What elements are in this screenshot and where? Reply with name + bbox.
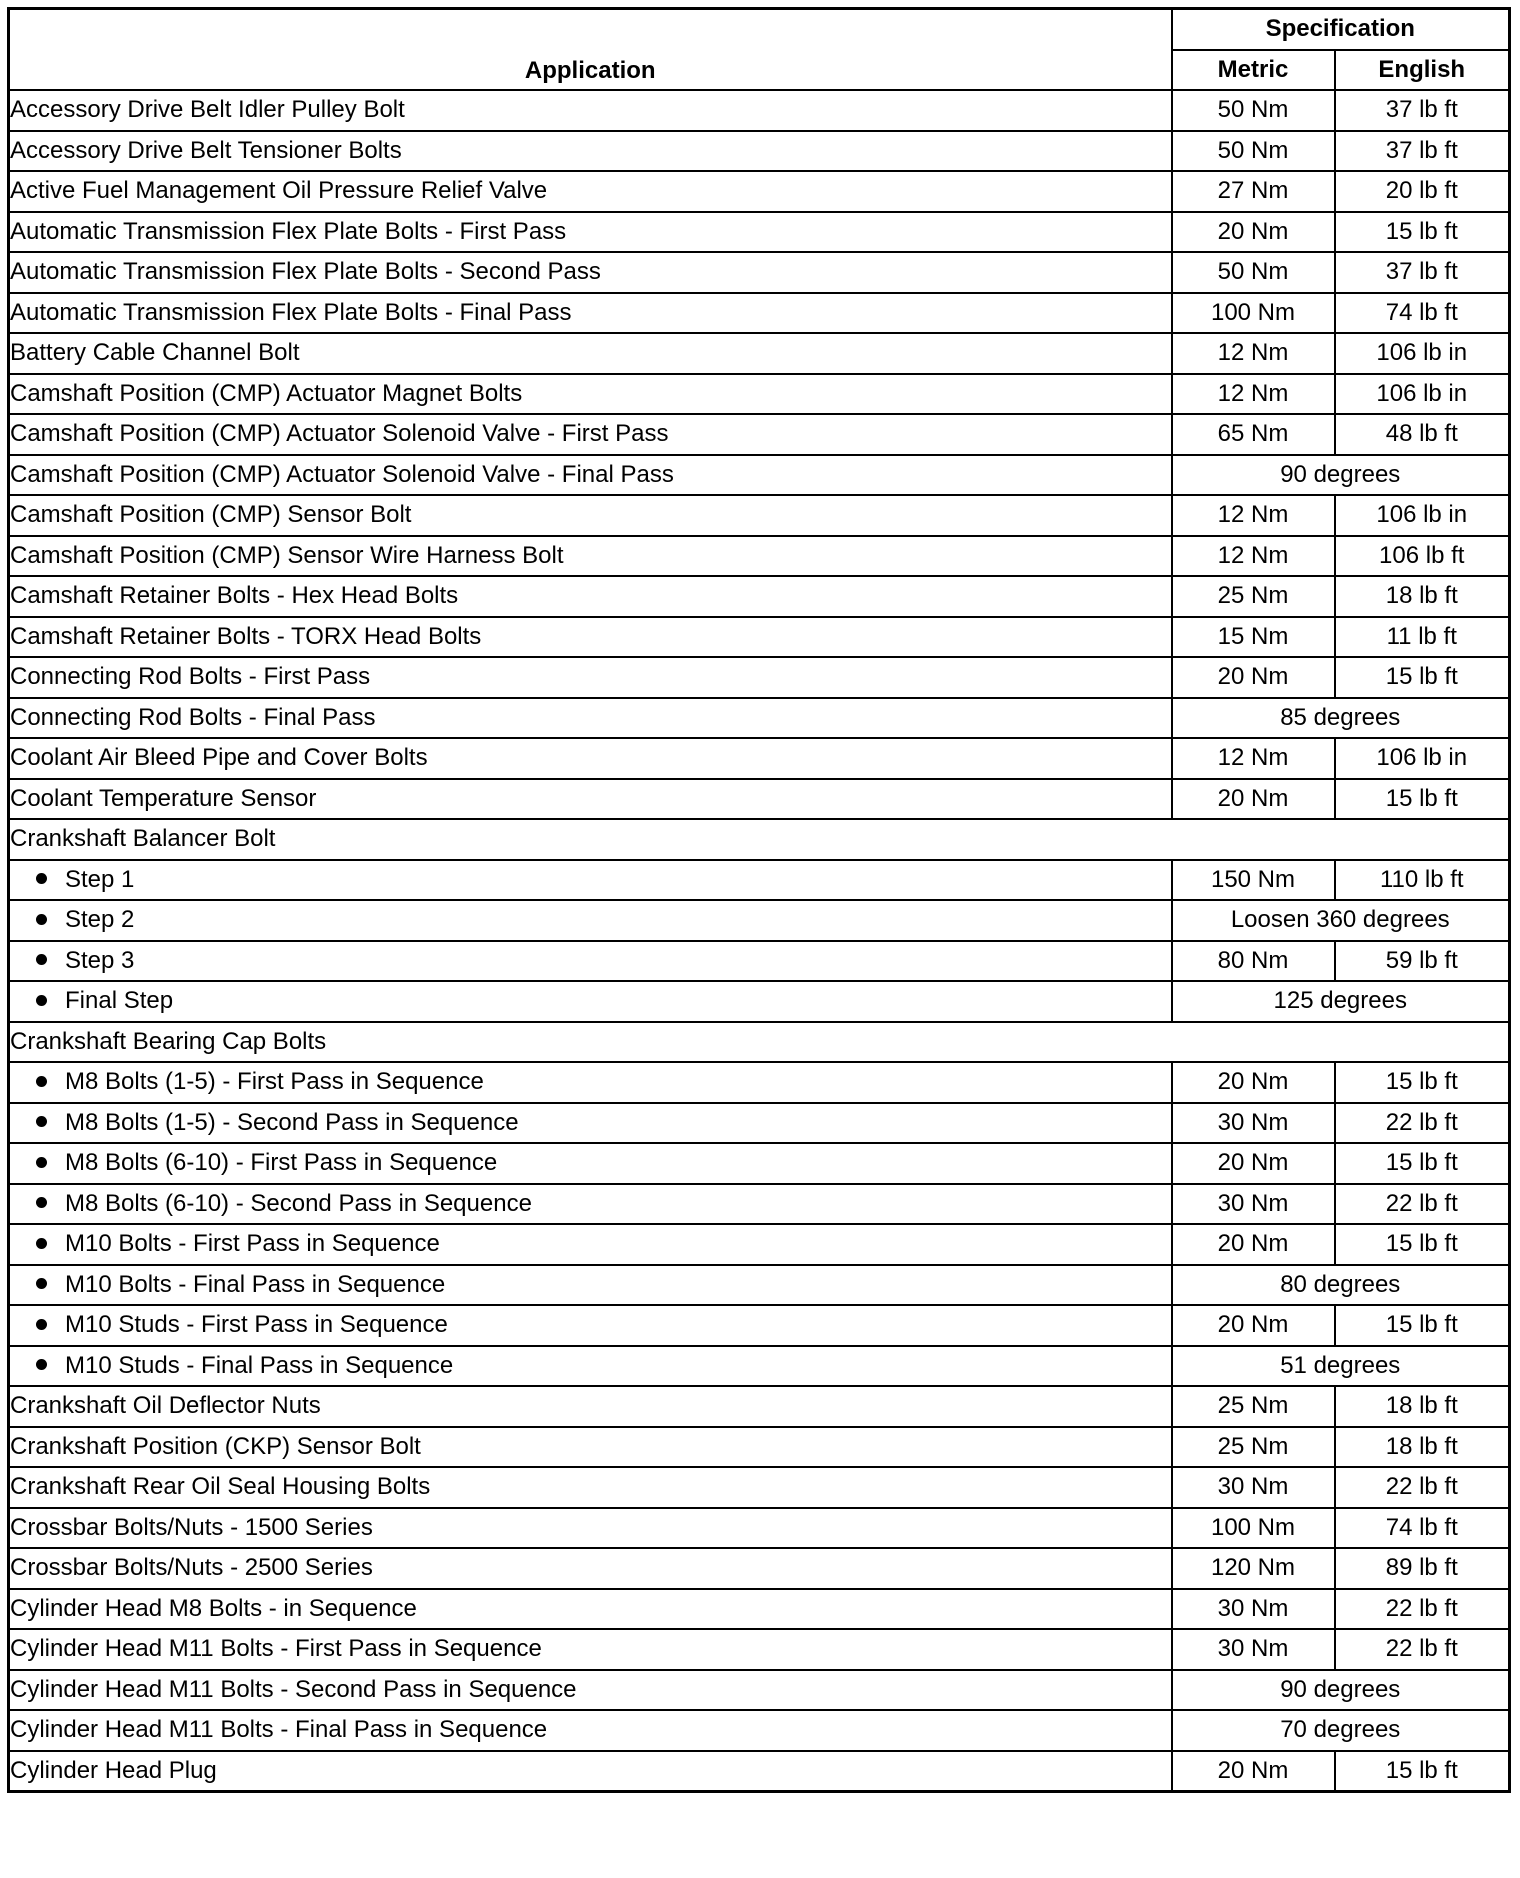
english-value: 89 lb ft bbox=[1335, 1548, 1510, 1589]
metric-value: 65 Nm bbox=[1172, 414, 1335, 455]
metric-value: 25 Nm bbox=[1172, 1427, 1335, 1468]
metric-value: 30 Nm bbox=[1172, 1467, 1335, 1508]
metric-value: 20 Nm bbox=[1172, 1224, 1335, 1265]
table-row bbox=[9, 1224, 1510, 1265]
english-value: 106 lb ft bbox=[1335, 536, 1510, 577]
metric-value: 12 Nm bbox=[1172, 738, 1335, 779]
metric-value: 100 Nm bbox=[1172, 293, 1335, 334]
metric-value: 30 Nm bbox=[1172, 1103, 1335, 1144]
english-value: 22 lb ft bbox=[1335, 1184, 1510, 1225]
table-row bbox=[9, 738, 1510, 779]
application-label: Coolant Air Bleed Pipe and Cover Bolts bbox=[10, 744, 428, 772]
bullet-icon bbox=[36, 1238, 47, 1249]
application-label: M10 Bolts - Final Pass in Sequence bbox=[65, 1270, 446, 1298]
english-value: 15 lb ft bbox=[1335, 1305, 1510, 1346]
application-label: Step 2 bbox=[65, 906, 135, 934]
metric-value: 120 Nm bbox=[1172, 1548, 1335, 1589]
application-label: Final Step bbox=[65, 987, 174, 1015]
english-value: 37 lb ft bbox=[1335, 131, 1510, 172]
table-row bbox=[9, 414, 1510, 455]
specification-value: 70 degrees bbox=[1172, 1710, 1510, 1751]
application-label: Cylinder Head M11 Bolts - Final Pass in Sequence bbox=[10, 1716, 548, 1744]
specification-value: 125 degrees bbox=[1172, 981, 1510, 1022]
application-label: Automatic Transmission Flex Plate Bolts - Final Pass bbox=[10, 298, 572, 326]
application-label: Crankshaft Rear Oil Seal Housing Bolts bbox=[10, 1473, 431, 1501]
english-value: 106 lb in bbox=[1335, 738, 1510, 779]
application-label: Cylinder Head M11 Bolts - First Pass in Sequence bbox=[10, 1635, 542, 1663]
table-row bbox=[9, 1346, 1510, 1387]
english-column-header: English bbox=[1335, 50, 1510, 91]
application-label: Accessory Drive Belt Idler Pulley Bolt bbox=[10, 96, 405, 124]
english-value: 18 lb ft bbox=[1335, 576, 1510, 617]
english-value: 22 lb ft bbox=[1335, 1629, 1510, 1670]
application-label: Cylinder Head M11 Bolts - Second Pass in Sequence bbox=[10, 1675, 577, 1703]
english-value: 11 lb ft bbox=[1335, 617, 1510, 658]
table-row bbox=[9, 1022, 1510, 1063]
metric-value: 30 Nm bbox=[1172, 1629, 1335, 1670]
application-cell bbox=[9, 252, 1172, 293]
metric-value: 20 Nm bbox=[1172, 1751, 1335, 1792]
table-row bbox=[9, 1670, 1510, 1711]
english-value: 48 lb ft bbox=[1335, 414, 1510, 455]
torque-spec-table bbox=[7, 7, 1511, 1793]
application-label: Cylinder Head M8 Bolts - in Sequence bbox=[10, 1594, 417, 1622]
table-row bbox=[9, 90, 1510, 131]
application-label: Cylinder Head Plug bbox=[10, 1756, 217, 1784]
english-value: 15 lb ft bbox=[1335, 657, 1510, 698]
application-label: M10 Bolts - First Pass in Sequence bbox=[65, 1230, 440, 1258]
application-label: Crankshaft Position (CKP) Sensor Bolt bbox=[10, 1432, 421, 1460]
application-label: M10 Studs - First Pass in Sequence bbox=[65, 1311, 448, 1339]
application-cell bbox=[9, 657, 1172, 698]
application-cell bbox=[9, 1589, 1172, 1630]
application-cell bbox=[9, 1224, 1172, 1265]
application-label: Connecting Rod Bolts - Final Pass bbox=[10, 703, 376, 731]
english-value: 15 lb ft bbox=[1335, 779, 1510, 820]
application-cell bbox=[9, 900, 1172, 941]
table-row bbox=[9, 1751, 1510, 1792]
english-value: 22 lb ft bbox=[1335, 1589, 1510, 1630]
application-cell bbox=[9, 455, 1172, 496]
application-label: Step 1 bbox=[65, 865, 135, 893]
application-cell bbox=[9, 495, 1172, 536]
table-row bbox=[9, 1508, 1510, 1549]
english-value: 22 lb ft bbox=[1335, 1103, 1510, 1144]
application-cell bbox=[9, 536, 1172, 577]
metric-column-header: Metric bbox=[1172, 50, 1335, 91]
application-cell bbox=[9, 1710, 1172, 1751]
header-row-top bbox=[9, 9, 1510, 50]
table-row bbox=[9, 617, 1510, 658]
english-value: 15 lb ft bbox=[1335, 1143, 1510, 1184]
metric-value: 25 Nm bbox=[1172, 576, 1335, 617]
table-row bbox=[9, 495, 1510, 536]
table-row bbox=[9, 1305, 1510, 1346]
metric-value: 20 Nm bbox=[1172, 779, 1335, 820]
table-row bbox=[9, 1265, 1510, 1306]
metric-value: 30 Nm bbox=[1172, 1184, 1335, 1225]
application-label: Battery Cable Channel Bolt bbox=[10, 339, 300, 367]
application-label: Camshaft Position (CMP) Actuator Solenoid Valve - First Pass bbox=[10, 420, 669, 448]
torque-spec-sheet bbox=[7, 7, 1508, 1793]
bullet-icon bbox=[36, 1359, 47, 1370]
application-cell bbox=[9, 576, 1172, 617]
table-row bbox=[9, 657, 1510, 698]
application-cell bbox=[9, 1265, 1172, 1306]
table-row bbox=[9, 860, 1510, 901]
specification-value: 51 degrees bbox=[1172, 1346, 1510, 1387]
english-value: 110 lb ft bbox=[1335, 860, 1510, 901]
table-row bbox=[9, 779, 1510, 820]
specification-value: 90 degrees bbox=[1172, 455, 1510, 496]
application-label: Automatic Transmission Flex Plate Bolts - First Pass bbox=[10, 217, 567, 245]
application-label: Camshaft Position (CMP) Actuator Solenoid Valve - Final Pass bbox=[10, 460, 674, 488]
english-value: 18 lb ft bbox=[1335, 1386, 1510, 1427]
metric-value: 15 Nm bbox=[1172, 617, 1335, 658]
application-cell bbox=[9, 1184, 1172, 1225]
application-cell bbox=[9, 1467, 1172, 1508]
application-label: Crankshaft Balancer Bolt bbox=[10, 825, 276, 853]
bullet-icon bbox=[36, 1278, 47, 1289]
application-cell bbox=[9, 1427, 1172, 1468]
english-value: 106 lb in bbox=[1335, 374, 1510, 415]
table-row bbox=[9, 131, 1510, 172]
english-value: 18 lb ft bbox=[1335, 1427, 1510, 1468]
metric-value: 30 Nm bbox=[1172, 1589, 1335, 1630]
bullet-icon bbox=[36, 873, 47, 884]
metric-value: 100 Nm bbox=[1172, 1508, 1335, 1549]
metric-value: 20 Nm bbox=[1172, 1143, 1335, 1184]
table-row bbox=[9, 1548, 1510, 1589]
application-cell bbox=[9, 779, 1172, 820]
application-cell bbox=[9, 819, 1510, 860]
bullet-icon bbox=[36, 1157, 47, 1168]
application-cell bbox=[9, 1022, 1510, 1063]
bullet-icon bbox=[36, 1116, 47, 1127]
table-row bbox=[9, 1710, 1510, 1751]
application-label: Camshaft Retainer Bolts - TORX Head Bolts bbox=[10, 622, 482, 650]
table-row bbox=[9, 293, 1510, 334]
application-cell bbox=[9, 293, 1172, 334]
application-label: M8 Bolts (6-10) - First Pass in Sequence bbox=[65, 1149, 498, 1177]
application-cell bbox=[9, 698, 1172, 739]
application-cell bbox=[9, 1751, 1172, 1792]
application-cell bbox=[9, 1548, 1172, 1589]
application-cell bbox=[9, 1508, 1172, 1549]
application-cell bbox=[9, 212, 1172, 253]
english-value: 15 lb ft bbox=[1335, 1062, 1510, 1103]
table-row bbox=[9, 455, 1510, 496]
metric-value: 50 Nm bbox=[1172, 90, 1335, 131]
application-label: Step 3 bbox=[65, 946, 135, 974]
application-cell bbox=[9, 1305, 1172, 1346]
bullet-icon bbox=[36, 914, 47, 925]
english-value: 37 lb ft bbox=[1335, 252, 1510, 293]
english-value: 106 lb in bbox=[1335, 495, 1510, 536]
application-cell bbox=[9, 981, 1172, 1022]
application-cell bbox=[9, 1143, 1172, 1184]
application-cell bbox=[9, 1103, 1172, 1144]
english-value: 37 lb ft bbox=[1335, 90, 1510, 131]
metric-value: 20 Nm bbox=[1172, 1305, 1335, 1346]
table-row bbox=[9, 698, 1510, 739]
table-row bbox=[9, 252, 1510, 293]
application-label: Crankshaft Bearing Cap Bolts bbox=[10, 1027, 327, 1055]
application-label: Automatic Transmission Flex Plate Bolts - Second Pass bbox=[10, 258, 601, 286]
application-label: Connecting Rod Bolts - First Pass bbox=[10, 663, 371, 691]
metric-value: 20 Nm bbox=[1172, 212, 1335, 253]
specification-value: Loosen 360 degrees bbox=[1172, 900, 1510, 941]
metric-value: 25 Nm bbox=[1172, 1386, 1335, 1427]
application-label: M8 Bolts (1-5) - First Pass in Sequence bbox=[65, 1068, 484, 1096]
table-row bbox=[9, 1467, 1510, 1508]
table-body bbox=[9, 90, 1510, 1792]
english-value: 15 lb ft bbox=[1335, 212, 1510, 253]
table-row bbox=[9, 374, 1510, 415]
application-cell bbox=[9, 617, 1172, 658]
metric-value: 50 Nm bbox=[1172, 252, 1335, 293]
application-column-header: Application bbox=[9, 9, 1172, 91]
application-label: Accessory Drive Belt Tensioner Bolts bbox=[10, 136, 402, 164]
metric-value: 150 Nm bbox=[1172, 860, 1335, 901]
application-cell bbox=[9, 738, 1172, 779]
table-row bbox=[9, 1103, 1510, 1144]
table-row bbox=[9, 1589, 1510, 1630]
english-value: 74 lb ft bbox=[1335, 293, 1510, 334]
application-label: M10 Studs - Final Pass in Sequence bbox=[65, 1351, 454, 1379]
application-label: Camshaft Retainer Bolts - Hex Head Bolts bbox=[10, 582, 459, 610]
table-row bbox=[9, 1143, 1510, 1184]
metric-value: 12 Nm bbox=[1172, 333, 1335, 374]
table-row bbox=[9, 1386, 1510, 1427]
metric-value: 27 Nm bbox=[1172, 171, 1335, 212]
metric-value: 12 Nm bbox=[1172, 374, 1335, 415]
table-row bbox=[9, 576, 1510, 617]
table-row bbox=[9, 819, 1510, 860]
metric-value: 80 Nm bbox=[1172, 941, 1335, 982]
application-cell bbox=[9, 860, 1172, 901]
bullet-icon bbox=[36, 1076, 47, 1087]
bullet-icon bbox=[36, 1319, 47, 1330]
table-row bbox=[9, 171, 1510, 212]
application-cell bbox=[9, 1062, 1172, 1103]
application-label: Coolant Temperature Sensor bbox=[10, 784, 317, 812]
application-cell bbox=[9, 171, 1172, 212]
table-row bbox=[9, 536, 1510, 577]
table-header bbox=[9, 9, 1510, 91]
english-value: 15 lb ft bbox=[1335, 1751, 1510, 1792]
metric-value: 12 Nm bbox=[1172, 495, 1335, 536]
metric-value: 50 Nm bbox=[1172, 131, 1335, 172]
application-cell bbox=[9, 414, 1172, 455]
specification-value: 80 degrees bbox=[1172, 1265, 1510, 1306]
application-label: Crankshaft Oil Deflector Nuts bbox=[10, 1392, 321, 1420]
application-cell bbox=[9, 1386, 1172, 1427]
application-label: Crossbar Bolts/Nuts - 1500 Series bbox=[10, 1513, 373, 1541]
application-cell bbox=[9, 333, 1172, 374]
table-row bbox=[9, 1629, 1510, 1670]
table-row bbox=[9, 981, 1510, 1022]
table-row bbox=[9, 941, 1510, 982]
english-value: 106 lb in bbox=[1335, 333, 1510, 374]
bullet-icon bbox=[36, 1197, 47, 1208]
specification-value: 90 degrees bbox=[1172, 1670, 1510, 1711]
english-value: 74 lb ft bbox=[1335, 1508, 1510, 1549]
table-row bbox=[9, 1427, 1510, 1468]
table-row bbox=[9, 212, 1510, 253]
application-cell bbox=[9, 90, 1172, 131]
english-value: 15 lb ft bbox=[1335, 1224, 1510, 1265]
application-cell bbox=[9, 131, 1172, 172]
specification-column-header: Specification bbox=[1172, 9, 1510, 50]
specification-value: 85 degrees bbox=[1172, 698, 1510, 739]
table-row bbox=[9, 1062, 1510, 1103]
metric-value: 12 Nm bbox=[1172, 536, 1335, 577]
table-row bbox=[9, 900, 1510, 941]
application-label: Active Fuel Management Oil Pressure Relief Valve bbox=[10, 177, 548, 205]
english-value: 22 lb ft bbox=[1335, 1467, 1510, 1508]
application-cell bbox=[9, 941, 1172, 982]
metric-value: 20 Nm bbox=[1172, 1062, 1335, 1103]
application-label: M8 Bolts (1-5) - Second Pass in Sequence bbox=[65, 1108, 519, 1136]
english-value: 59 lb ft bbox=[1335, 941, 1510, 982]
application-label: Camshaft Position (CMP) Sensor Wire Harness Bolt bbox=[10, 541, 564, 569]
table-row bbox=[9, 333, 1510, 374]
application-label: M8 Bolts (6-10) - Second Pass in Sequence bbox=[65, 1189, 532, 1217]
application-label: Camshaft Position (CMP) Sensor Bolt bbox=[10, 501, 412, 529]
english-value: 20 lb ft bbox=[1335, 171, 1510, 212]
table-row bbox=[9, 1184, 1510, 1225]
application-cell bbox=[9, 1346, 1172, 1387]
application-cell bbox=[9, 374, 1172, 415]
metric-value: 20 Nm bbox=[1172, 657, 1335, 698]
bullet-icon bbox=[36, 995, 47, 1006]
application-cell bbox=[9, 1629, 1172, 1670]
application-label: Camshaft Position (CMP) Actuator Magnet Bolts bbox=[10, 379, 523, 407]
application-label: Crossbar Bolts/Nuts - 2500 Series bbox=[10, 1554, 373, 1582]
bullet-icon bbox=[36, 954, 47, 965]
application-cell bbox=[9, 1670, 1172, 1711]
